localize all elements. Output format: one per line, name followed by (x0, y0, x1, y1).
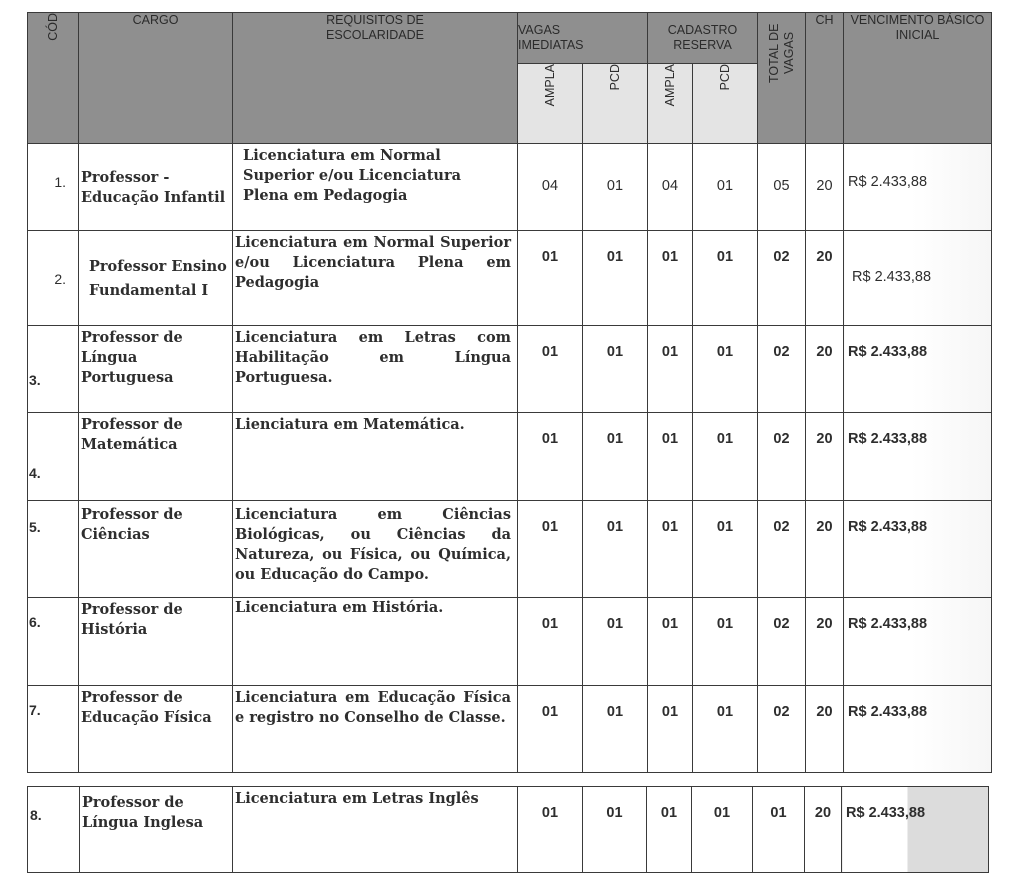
cell-vencimento: R$ 2.433,88 (844, 686, 992, 773)
cell-vencimento: R$ 2.433,88 (842, 787, 989, 873)
cell-cargo: Professor de História (79, 598, 233, 686)
cell-requisitos: Licenciatura em História. (233, 598, 518, 686)
cell-cod: 6. (28, 598, 79, 686)
cell-requisitos: Licenciatura em Letras com Habilitação em Língua Portuguesa. (233, 326, 518, 413)
cell-ch: 20 (806, 598, 844, 686)
cell-ch: 20 (806, 144, 844, 231)
cell-ch: 20 (806, 686, 844, 773)
cell-total: 01 (753, 787, 805, 873)
cell-total: 02 (758, 501, 806, 598)
vacancies-table (27, 12, 992, 773)
cell-vi-ampla: 01 (518, 326, 583, 413)
cell-cr-pcd: 01 (693, 326, 758, 413)
cell-vi-pcd: 01 (583, 598, 648, 686)
cell-ch: 20 (806, 413, 844, 501)
cell-vi-pcd: 01 (583, 686, 648, 773)
header-vagas-imediatas: VAGAS IMEDIATAS (518, 13, 648, 64)
table-row (28, 501, 992, 598)
cell-vencimento: R$ 2.433,88 (844, 501, 992, 598)
cell-cargo: Professor de Língua Portuguesa (79, 326, 233, 413)
cell-total: 02 (758, 326, 806, 413)
cell-cr-ampla: 01 (648, 413, 693, 501)
cell-requisitos: Licenciatura em Normal Superior e/ou Licenciatura Plena em Pedagogia (233, 144, 518, 231)
cell-total: 02 (758, 231, 806, 326)
cell-cr-pcd: 01 (693, 231, 758, 326)
cell-vi-pcd: 01 (583, 144, 648, 231)
cell-vi-pcd: 01 (583, 413, 648, 501)
table-row (28, 686, 992, 773)
cell-total: 02 (758, 686, 806, 773)
cell-requisitos: Licenciatura em Normal Superior e/ou Licenciatura Plena em Pedagogia (233, 231, 518, 326)
cell-ch: 20 (806, 231, 844, 326)
cell-cr-pcd: 01 (693, 144, 758, 231)
cell-requisitos: Licenciatura em Letras Inglês (233, 787, 518, 873)
cell-cod: 1. (28, 144, 79, 231)
cell-requisitos: Lienciatura em Matemática. (233, 413, 518, 501)
cell-cargo: Professor de Ciências (79, 501, 233, 598)
cell-cod: 7. (28, 686, 79, 773)
table-row (28, 598, 992, 686)
cell-cargo: Professor Ensino Fundamental I (79, 231, 233, 326)
table-row (28, 326, 992, 413)
cell-vencimento: R$ 2.433,88 (844, 413, 992, 501)
cell-vi-ampla: 01 (518, 413, 583, 501)
cell-vi-ampla: 04 (518, 144, 583, 231)
header-vi-pcd: PCD (583, 64, 648, 144)
cell-cr-ampla: 04 (648, 144, 693, 231)
cell-cr-pcd: 01 (693, 413, 758, 501)
cell-cr-ampla: 01 (648, 686, 693, 773)
cell-vi-pcd: 01 (583, 787, 647, 873)
cell-vi-pcd: 01 (583, 231, 648, 326)
header-vi-ampla: AMPLA (518, 64, 583, 144)
cell-vi-ampla: 01 (518, 598, 583, 686)
table-row (28, 231, 992, 326)
cell-cr-ampla: 01 (648, 501, 693, 598)
cell-total: 05 (758, 144, 806, 231)
cell-cargo: Professor de Língua Inglesa (80, 787, 233, 873)
table-row (28, 413, 992, 501)
header-cr-pcd: PCD (693, 64, 758, 144)
header-total-vagas: TOTAL DE VAGAS (758, 13, 806, 144)
cell-ch: 20 (806, 326, 844, 413)
cell-vencimento: R$ 2.433,88 (844, 144, 992, 231)
cell-requisitos: Licenciatura em Ciências Biológicas, ou Ciências da Natureza, ou Física, ou Química, ou Educação do Campo. (233, 501, 518, 598)
cell-ch: 20 (805, 787, 842, 873)
cell-cr-ampla: 01 (648, 598, 693, 686)
cell-cargo: Professor - Educação Infantil (79, 144, 233, 231)
header-requisitos: REQUISITOS DE ESCOLARIDADE (233, 13, 518, 144)
cell-cod: 2. (28, 231, 79, 326)
header-vencimento: VENCIMENTO BÁSICO INICIAL (844, 13, 992, 144)
cell-cr-pcd: 01 (693, 598, 758, 686)
cell-vi-ampla: 01 (518, 686, 583, 773)
cell-cargo: Professor de Matemática (79, 413, 233, 501)
table-row (28, 144, 992, 231)
cell-cod: 8. (28, 787, 80, 873)
cell-ch: 20 (806, 501, 844, 598)
vacancies-table-continued (27, 786, 989, 873)
cell-vi-pcd: 01 (583, 326, 648, 413)
table-header (28, 13, 992, 144)
cell-cod: 3. (28, 326, 79, 413)
table-row (28, 787, 989, 873)
cell-vencimento: R$ 2.433,88 (844, 598, 992, 686)
cell-vi-pcd: 01 (583, 501, 648, 598)
cell-cargo: Professor de Educação Física (79, 686, 233, 773)
cell-cr-ampla: 01 (648, 231, 693, 326)
header-cr-ampla: AMPLA (648, 64, 693, 144)
cell-cr-pcd: 01 (693, 501, 758, 598)
cell-cod: 4. (28, 413, 79, 501)
cell-cr-pcd: 01 (692, 787, 753, 873)
header-ch: CH (806, 13, 844, 144)
cell-vi-ampla: 01 (518, 231, 583, 326)
cell-vi-ampla: 01 (518, 787, 583, 873)
cell-vencimento: R$ 2.433,88 (844, 231, 992, 326)
cell-vi-ampla: 01 (518, 501, 583, 598)
header-cadastro-reserva: CADASTRO RESERVA (648, 13, 758, 64)
cell-vencimento: R$ 2.433,88 (844, 326, 992, 413)
cell-cr-pcd: 01 (693, 686, 758, 773)
cell-cod: 5. (28, 501, 79, 598)
cell-total: 02 (758, 413, 806, 501)
header-cod: CÓD (28, 13, 79, 144)
header-cargo: CARGO (79, 13, 233, 144)
cell-cr-ampla: 01 (647, 787, 692, 873)
cell-total: 02 (758, 598, 806, 686)
cell-requisitos: Licenciatura em Educação Física e registro no Conselho de Classe. (233, 686, 518, 773)
cell-cr-ampla: 01 (648, 326, 693, 413)
